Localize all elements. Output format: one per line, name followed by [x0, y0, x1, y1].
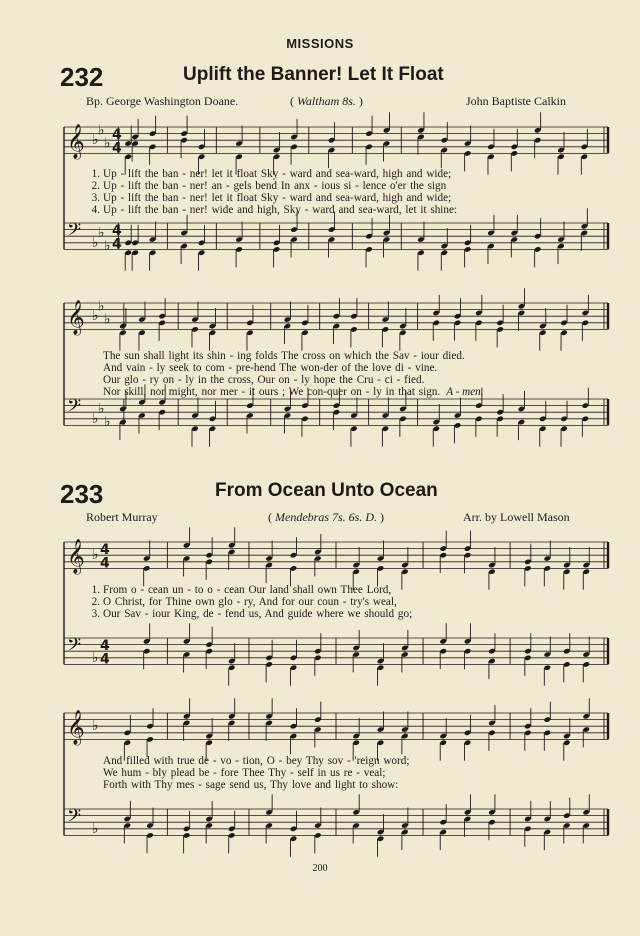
lyric-text: Up - lift the ban - ner! let it float Sky - ward and sea-ward, high and wide; — [103, 168, 452, 180]
lyric-text: Up - lift the ban - ner! an - gels bend In anx - ious si - lence o'er the sign — [103, 180, 447, 192]
time-signature-bottom: 4 — [112, 140, 122, 157]
flat-icon: ♭ — [98, 224, 105, 241]
time-signature-bottom: 4 — [100, 651, 110, 668]
lyric-text: Up - lift the ban - ner! let it float Sky - ward and sea-ward, high and wide; — [103, 192, 452, 204]
time-signature-top: 4 — [112, 223, 122, 240]
treble-clef-icon: 𝄞 — [67, 123, 85, 159]
treble-clef-icon: 𝄞 — [67, 299, 85, 335]
lyric-text: The sun shall light its shin - ing folds The cross on which the Sav - iour died. — [103, 350, 465, 362]
tune-meter: Waltham 8s. — [297, 94, 356, 108]
lyric-text: Nor skill, nor might, nor mer - it ours ; We con-quer on - ly in that sign. — [103, 386, 441, 398]
time-signature-top: 4 — [100, 542, 110, 559]
flat-icon: ♭ — [92, 308, 99, 325]
flat-icon: ♭ — [104, 135, 111, 152]
bass-clef-icon: 𝄢 — [67, 219, 82, 245]
flat-icon: ♭ — [98, 298, 105, 315]
lyric-verse-4 — [84, 204, 457, 217]
flat-icon: ♭ — [92, 718, 99, 735]
lyric-text: From o - cean un - to o - cean Our land shall own Thee Lord, — [103, 584, 392, 596]
lyric-verse-3 — [84, 779, 398, 792]
hymn-composer: John Baptiste Calkin — [466, 94, 566, 108]
verse-number: 3. — [91, 608, 100, 620]
hymn-tune: ( Mendebras 7s. 6s. D. ) — [268, 510, 384, 524]
page-number: 200 — [312, 863, 328, 874]
flat-icon: ♭ — [92, 410, 99, 427]
time-signature-bottom: 4 — [100, 555, 110, 572]
flat-icon: ♭ — [104, 238, 111, 255]
bass-clef-icon: 𝄢 — [67, 634, 82, 660]
verse-number: 3. — [91, 192, 100, 204]
lyric-text: O Christ, for Thine own glo - ry, And for our coun - try's weal, — [103, 596, 397, 608]
lyric-text: We hum - bly plead be - fore Thee Thy - self in us re - veal; — [103, 767, 386, 779]
section-heading: MISSIONS — [286, 36, 354, 51]
hymn-author: Bp. George Washington Doane. — [86, 94, 239, 108]
hymn-number: 232 — [60, 62, 104, 92]
flat-icon: ♭ — [92, 547, 99, 564]
bass-clef-icon: 𝄢 — [67, 805, 82, 831]
hymn-author: Robert Murray — [86, 510, 158, 524]
verse-number: 1. — [91, 584, 100, 596]
flat-icon: ♭ — [98, 122, 105, 139]
hymn-title: From Ocean Unto Ocean — [215, 480, 438, 501]
flat-icon: ♭ — [92, 234, 99, 251]
lyric-verse-3 — [84, 608, 412, 621]
lyric-text: Forth with Thy mes - sage send us, Thy love and light to show: — [103, 779, 399, 791]
hymn-title: Uplift the Banner! Let It Float — [183, 64, 444, 85]
verse-number: 1. — [91, 168, 100, 180]
lyric-text: Our Sav - iour King, de - fend us, And guide where we should go; — [103, 608, 413, 620]
flat-icon: ♭ — [92, 649, 99, 666]
hymn-tune: ( Waltham 8s. ) — [290, 94, 363, 108]
time-signature-top: 4 — [112, 127, 122, 144]
flat-icon: ♭ — [98, 400, 105, 417]
bass-clef-icon: 𝄢 — [67, 395, 82, 421]
flat-icon: ♭ — [104, 311, 111, 328]
time-signature-top: 4 — [100, 638, 110, 655]
lyric-verse-4 — [84, 386, 484, 399]
amen-text: A - men. — [446, 386, 484, 398]
tune-meter: Mendebras 7s. 6s. D. — [275, 510, 377, 524]
treble-clef-icon: 𝄞 — [67, 709, 85, 745]
flat-icon: ♭ — [92, 132, 99, 149]
flat-icon: ♭ — [92, 820, 99, 837]
lyric-text: And vain - ly seek to com - pre-hend The won-der of the love di - vine. — [103, 362, 438, 374]
verse-number: 2. — [91, 180, 100, 192]
lyric-text: Our glo - ry on - ly in the cross, Our on - ly hope the Cru - ci - fied. — [103, 374, 425, 386]
hymn-number: 233 — [60, 479, 104, 509]
flat-icon: ♭ — [104, 414, 111, 431]
lyric-text: Up - lift the ban - ner! wide and high, Sky - ward and sea-ward, let it shine: — [103, 204, 458, 216]
time-signature-bottom: 4 — [112, 236, 122, 253]
lyric-text: And filled with true de - vo - tion, O - bey Thy sov - 'reign word; — [103, 755, 410, 767]
hymn-composer: Arr. by Lowell Mason — [463, 510, 570, 524]
verse-number: 4. — [91, 204, 100, 216]
verse-number: 2. — [91, 596, 100, 608]
treble-clef-icon: 𝄞 — [67, 538, 85, 574]
